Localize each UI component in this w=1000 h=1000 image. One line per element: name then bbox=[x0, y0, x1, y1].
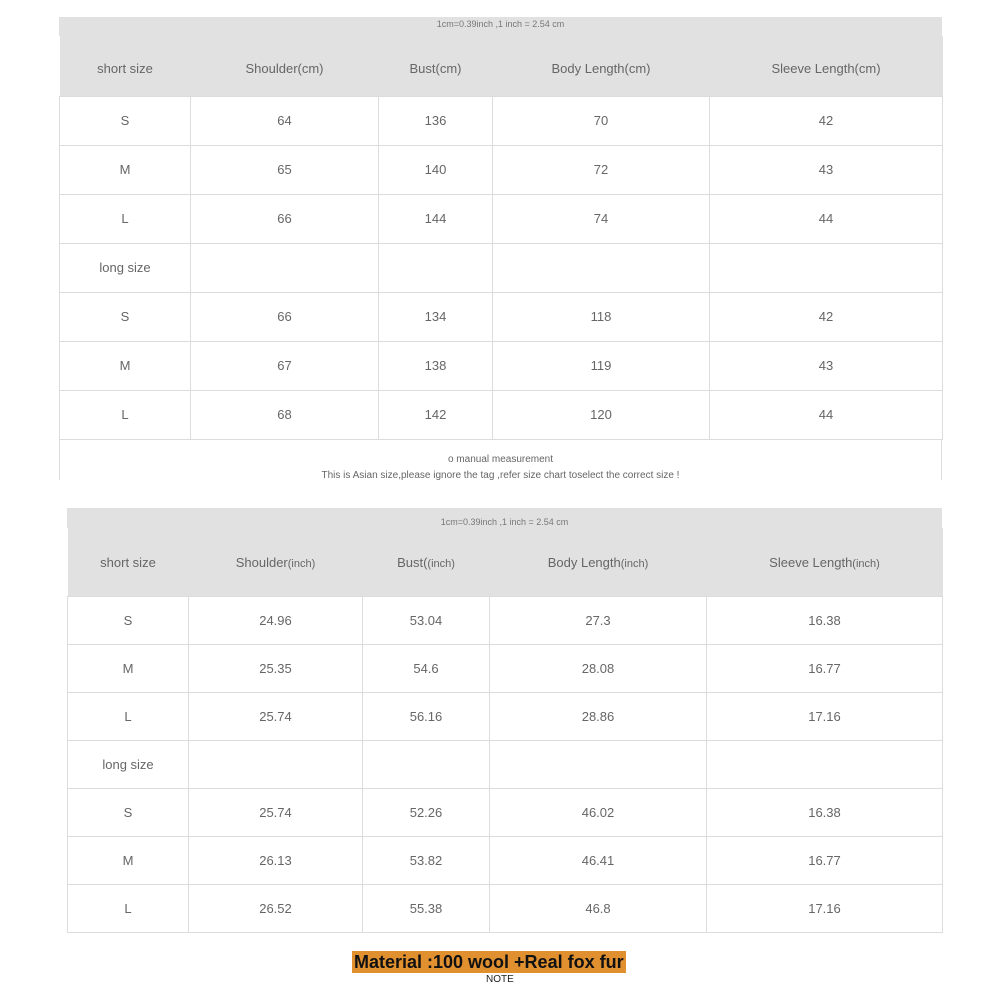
sleeve-length-cell: 43 bbox=[710, 341, 943, 390]
size-cell: M bbox=[68, 837, 189, 885]
size-cell: L bbox=[60, 390, 191, 439]
header-body-length: Body Length(inch) bbox=[490, 528, 707, 597]
table-row bbox=[60, 145, 943, 194]
shoulder-cell: 67 bbox=[191, 341, 379, 390]
body-length-cell: 72 bbox=[493, 145, 710, 194]
header-shoulder: Shoulder(inch) bbox=[189, 528, 363, 597]
body-length-cell: 28.86 bbox=[490, 693, 707, 741]
size-cell: L bbox=[68, 885, 189, 933]
bust-cell: 53.04 bbox=[363, 597, 490, 645]
table-row bbox=[60, 194, 943, 243]
table-row bbox=[68, 645, 943, 693]
sleeve-length-cell: 44 bbox=[710, 194, 943, 243]
shoulder-cell: 25.35 bbox=[189, 645, 363, 693]
header-size: short size bbox=[60, 36, 191, 96]
size-cell: M bbox=[60, 145, 191, 194]
size-table-cm bbox=[59, 36, 943, 440]
sleeve-length-cell: 16.38 bbox=[707, 789, 943, 837]
size-cell: L bbox=[68, 693, 189, 741]
size-cell: S bbox=[60, 96, 191, 145]
empty-cell bbox=[490, 741, 707, 789]
table-row bbox=[68, 837, 943, 885]
header-bust: Bust((inch) bbox=[363, 528, 490, 597]
size-cell: M bbox=[68, 645, 189, 693]
size-table-inch bbox=[67, 528, 943, 933]
sleeve-length-cell: 16.77 bbox=[707, 645, 943, 693]
size-cell: S bbox=[68, 597, 189, 645]
shoulder-cell: 25.74 bbox=[189, 693, 363, 741]
header-size: short size bbox=[68, 528, 189, 597]
sleeve-length-cell: 42 bbox=[710, 292, 943, 341]
bust-cell: 53.82 bbox=[363, 837, 490, 885]
table-row bbox=[68, 885, 943, 933]
shoulder-cell: 26.52 bbox=[189, 885, 363, 933]
sleeve-length-cell: 44 bbox=[710, 390, 943, 439]
empty-cell bbox=[710, 243, 943, 292]
conversion-note: 1cm=0.39inch ,1 inch = 2.54 cm bbox=[59, 17, 942, 36]
header-sleeve-length: Sleeve Length(inch) bbox=[707, 528, 943, 597]
bust-cell: 144 bbox=[379, 194, 493, 243]
size-cell: S bbox=[68, 789, 189, 837]
sleeve-length-cell: 17.16 bbox=[707, 885, 943, 933]
sleeve-length-cell: 16.38 bbox=[707, 597, 943, 645]
bust-cell: 54.6 bbox=[363, 645, 490, 693]
size-cell: M bbox=[60, 341, 191, 390]
size-cell: S bbox=[60, 292, 191, 341]
body-length-cell: 46.02 bbox=[490, 789, 707, 837]
table-row-section bbox=[60, 243, 943, 292]
body-length-cell: 74 bbox=[493, 194, 710, 243]
conversion-note: 1cm=0.39inch ,1 inch = 2.54 cm bbox=[67, 508, 942, 528]
section-label: long size bbox=[68, 741, 189, 789]
manual-measurement-text: o manual measurement bbox=[447, 453, 554, 465]
header-shoulder: Shoulder(cm) bbox=[191, 36, 379, 96]
header-row bbox=[60, 36, 943, 96]
table-row bbox=[60, 292, 943, 341]
header-body-length: Body Length(cm) bbox=[493, 36, 710, 96]
table-row bbox=[68, 693, 943, 741]
empty-cell bbox=[191, 243, 379, 292]
size-cell: L bbox=[60, 194, 191, 243]
sleeve-length-cell: 43 bbox=[710, 145, 943, 194]
body-length-cell: 46.41 bbox=[490, 837, 707, 885]
header-row bbox=[68, 528, 943, 597]
table-row bbox=[60, 341, 943, 390]
empty-cell bbox=[189, 741, 363, 789]
shoulder-cell: 65 bbox=[191, 145, 379, 194]
sleeve-length-cell: 16.77 bbox=[707, 837, 943, 885]
sleeve-length-cell: 42 bbox=[710, 96, 943, 145]
body-length-cell: 70 bbox=[493, 96, 710, 145]
header-sleeve-length: Sleeve Length(cm) bbox=[710, 36, 943, 96]
bust-cell: 134 bbox=[379, 292, 493, 341]
empty-cell bbox=[363, 741, 490, 789]
empty-cell bbox=[493, 243, 710, 292]
shoulder-cell: 64 bbox=[191, 96, 379, 145]
measurement-note bbox=[59, 440, 942, 480]
table-row bbox=[60, 390, 943, 439]
shoulder-cell: 66 bbox=[191, 194, 379, 243]
bust-cell: 140 bbox=[379, 145, 493, 194]
body-length-cell: 119 bbox=[493, 341, 710, 390]
header-bust: Bust(cm) bbox=[379, 36, 493, 96]
table-row bbox=[60, 96, 943, 145]
body-length-cell: 28.08 bbox=[490, 645, 707, 693]
sleeve-length-cell: 17.16 bbox=[707, 693, 943, 741]
material-label: Material :100 wool +Real fox fur bbox=[354, 952, 624, 972]
shoulder-cell: 68 bbox=[191, 390, 379, 439]
bust-cell: 138 bbox=[379, 341, 493, 390]
body-length-cell: 120 bbox=[493, 390, 710, 439]
table-row bbox=[68, 597, 943, 645]
empty-cell bbox=[379, 243, 493, 292]
size-chart-cm bbox=[59, 17, 942, 480]
shoulder-cell: 26.13 bbox=[189, 837, 363, 885]
bust-cell: 55.38 bbox=[363, 885, 490, 933]
body-length-cell: 46.8 bbox=[490, 885, 707, 933]
table-row bbox=[68, 789, 943, 837]
shoulder-cell: 24.96 bbox=[189, 597, 363, 645]
table-row-section bbox=[68, 741, 943, 789]
shoulder-cell: 66 bbox=[191, 292, 379, 341]
bust-cell: 136 bbox=[379, 96, 493, 145]
section-label: long size bbox=[60, 243, 191, 292]
shoulder-cell: 25.74 bbox=[189, 789, 363, 837]
note-heading-cropped: NOTE bbox=[486, 974, 514, 985]
body-length-cell: 27.3 bbox=[490, 597, 707, 645]
body-length-cell: 118 bbox=[493, 292, 710, 341]
bust-cell: 56.16 bbox=[363, 693, 490, 741]
empty-cell bbox=[707, 741, 943, 789]
bust-cell: 52.26 bbox=[363, 789, 490, 837]
asian-size-notice: This is Asian size,please ignore the tag ,refer size chart toselect the correct size ! bbox=[321, 469, 680, 481]
bust-cell: 142 bbox=[379, 390, 493, 439]
size-chart-inch bbox=[67, 508, 942, 933]
